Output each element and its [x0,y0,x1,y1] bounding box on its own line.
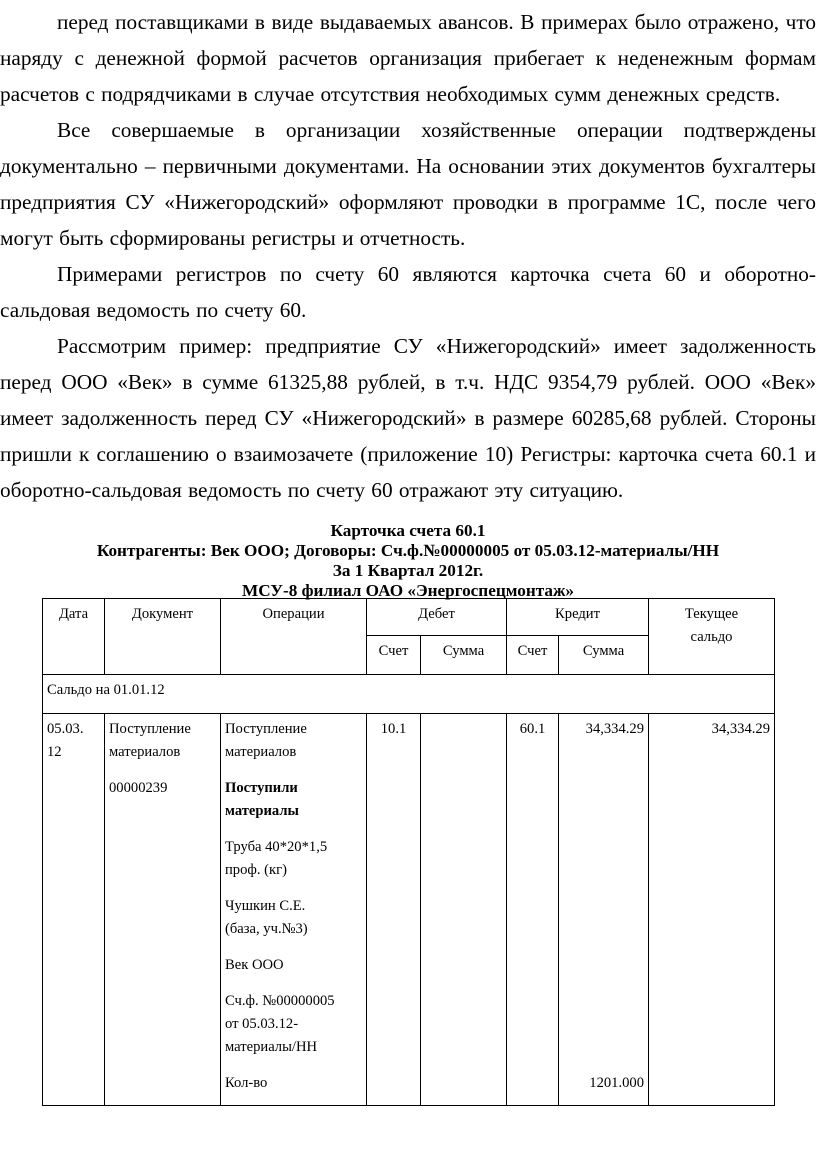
paragraph-continuation: перед поставщиками в виде выдаваемых авансов. В примерах было отражено, что наряду с денежной формой расчетов организация прибегает к неденежным формам расчетов с подрядчиками в случае отсутствия необходимых сумм денежных средств. [0,10,816,106]
header-debit-account: Счет [367,636,421,675]
header-credit-amount: Сумма [559,636,649,675]
row-document: Поступление материалов 00000239 [105,714,221,1106]
opening-balance-row [43,675,775,714]
header-document: Документ [105,599,221,675]
table-header-row [43,599,775,636]
report-title-period: За 1 Квартал 2012г. [332,561,484,580]
header-date: Дата [43,599,105,675]
row-date: 05.03. 12 [43,714,105,1106]
row-debit-amount [421,714,507,1106]
table-row [43,714,775,1106]
header-debit: Дебет [367,599,507,636]
report-title-card: Карточка счета 60.1 [330,521,486,540]
row-operations: Поступление материалов Поступили материалы Труба 40*20*1,5 проф. (кг) Чушкин С.Е. (база, уч.№3) Век ООО Сч.ф. №00000005 от 05.03.12- материалы/НН Кол-во [221,714,367,1106]
paragraph-example: Рассмотрим пример: предприятие СУ «Нижегородский» имеет задолженность перед ООО «Век» в сумме 61325,88 рублей, в т.ч. НДС 9354,79 рублей. ООО «Век» имеет задолженность перед СУ «Нижегородский» в размере 60285,68 рублей. Стороны пришли к соглашению о взаимозачете (приложение 10) Регистры: карточка счета 60.1 и оборотно-сальдовая ведомость по счету 60 отражают эту ситуацию. [0,334,816,502]
account-card-table [42,598,775,1106]
row-credit-amount: 34,334.29 1201.000 [559,714,649,1106]
paragraph-registers: Примерами регистров по счету 60 являются карточка счета 60 и оборотно-сальдовая ведомость по счету 60. [0,262,816,322]
row-current-balance: 34,334.29 [649,714,775,1106]
paragraph-primary-documents: Все совершаемые в организации хозяйственные операции подтверждены документально – первичными документами. На основании этих документов бухгалтеры предприятия СУ «Нижегородский» оформляют проводки в программе 1С, после чего могут быть сформированы регистры и отчетность. [0,118,816,250]
row-quantity-label: Кол-во [225,1075,268,1091]
header-debit-amount: Сумма [421,636,507,675]
row-credit-quantity: 1201.000 [589,1075,645,1091]
row-debit-account: 10.1 [367,714,421,1106]
row-credit-account: 60.1 [507,714,559,1106]
row-document-number: 00000239 [109,780,168,796]
header-credit-account: Счет [507,636,559,675]
header-credit: Кредит [507,599,649,636]
report-title-organization: МСУ-8 филиал ОАО «Энергоспецмонтаж» [241,581,575,600]
header-current-balance: Текущее сальдо [649,599,775,675]
header-operations: Операции [221,599,367,675]
opening-balance: Сальдо на 01.01.12 [43,675,775,714]
report-title-counterparty: Контрагенты: Век ООО; Договоры: Сч.ф.№00000005 от 05.03.12-материалы/НН [96,541,720,560]
report-title [0,521,816,601]
